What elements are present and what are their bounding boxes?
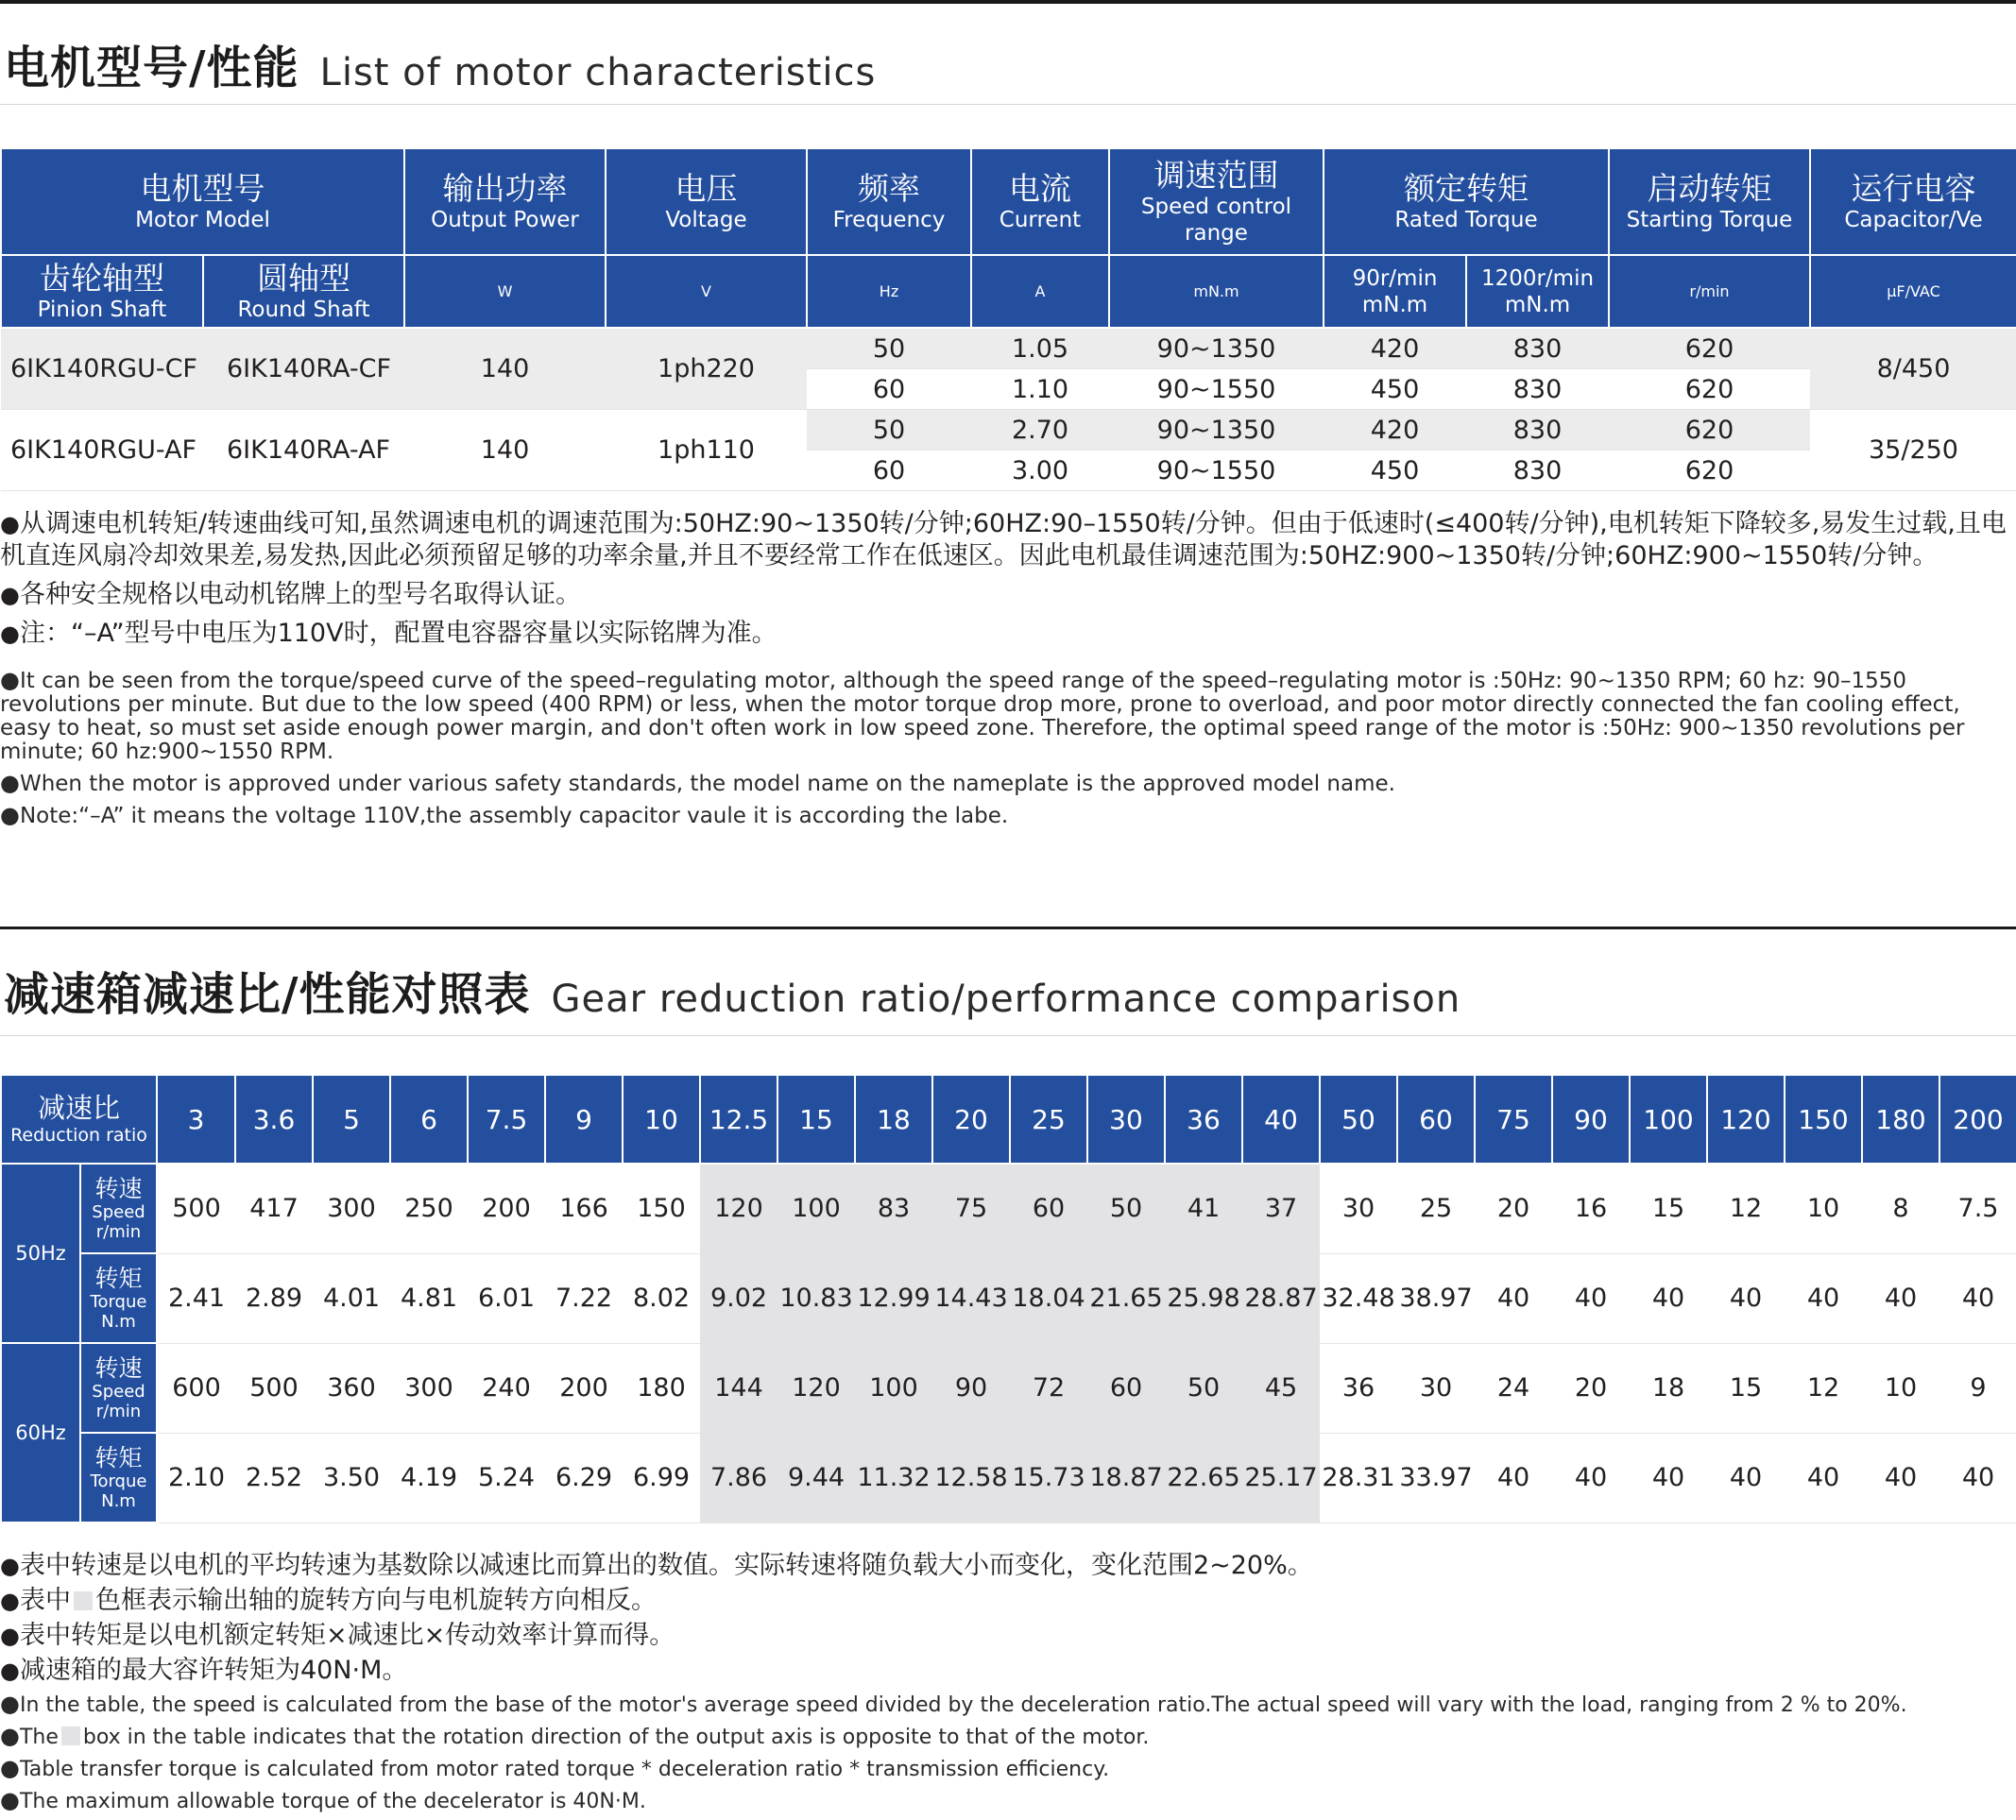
speed-cell: 72 [1010,1343,1087,1433]
note-text: 表中 [19,1586,71,1615]
cell-rated1200: 830 [1466,328,1609,369]
unit-line: 1200r/min [1480,265,1595,291]
ratio-header-cell: 9 [545,1075,623,1164]
torque-cell: 40 [1475,1433,1552,1522]
speed-cell: 15 [1707,1343,1785,1433]
bullet: ● [0,1658,20,1684]
torque-cell: 2.52 [235,1433,313,1522]
speed-cell: 20 [1475,1164,1552,1253]
torque-cell: 22.65 [1165,1433,1242,1522]
header-en: Pinion Shaft [37,297,167,322]
speed-cell: 200 [468,1164,545,1253]
torque-cell: 18.04 [1010,1253,1087,1343]
torque-cell: 12.99 [855,1253,932,1343]
speed-cell: 12 [1707,1164,1785,1253]
torque-cell: 2.10 [157,1433,235,1522]
ratio-header-cell: 40 [1242,1075,1320,1164]
header-speed-range [1109,148,1324,255]
note-text: It can be seen from the torque/speed curve of the speed–regulating motor, although the speed range of the speed–regulating motor is :50Hz: 90~1350 RPM; 60 hz: 90–1550 revolutions per minute. But due to the low speed (400 RPM) or less, when the motor torque drop more, prone to overload, and poor motor directly connected the fan cooling effect, easy to heat, so must set aside enough power margin, and don't often work in low speed zone. Therefore, the optimal speed range of the motor is :50Hz: 900~1350 revolutions per minute; 60 hz:900~1550 RPM. [0,669,1965,764]
cell-voltage: 1ph110 [606,410,807,491]
label-cn: 转矩 [94,1264,143,1292]
torque-cell: 40 [1475,1253,1552,1343]
ratio-header-cell: 25 [1010,1075,1087,1164]
header-cn: 频率 [858,169,920,207]
header-output-power [404,148,606,255]
label-en: Torque [90,1471,147,1491]
ratio-header-cell: 200 [1939,1075,2016,1164]
bullet: ● [0,770,20,796]
bullet: ● [0,621,20,647]
ratio-header-cell: 75 [1475,1075,1552,1164]
section-title-motor [4,21,876,96]
speed-cell: 180 [623,1343,700,1433]
header-cn: 圆轴型 [257,259,350,297]
unit-capacitor: μF/VAC [1810,255,2016,328]
torque-cell: 5.24 [468,1433,545,1522]
torque-cell: 9.02 [700,1253,777,1343]
torque-label [80,1253,157,1343]
cell-pinion: 6IK140RGU-CF [1,328,203,410]
motor-characteristics-table [0,147,2016,491]
cell-current: 2.70 [971,410,1109,451]
bullet: ● [0,1755,20,1781]
ratio-header-cell: 60 [1397,1075,1475,1164]
header-motor-model [1,148,404,255]
speed-cell: 100 [777,1164,855,1253]
label-cn: 转速 [94,1174,143,1202]
speed-cell: 120 [777,1343,855,1433]
label-en: Torque [90,1291,147,1312]
speed-cell: 9 [1939,1343,2016,1433]
cell-freq: 50 [807,410,971,451]
table-row [1,1343,2016,1433]
ratio-header-cell: 150 [1785,1075,1862,1164]
gear-ratio-table [0,1074,2016,1523]
speed-cell: 41 [1165,1164,1242,1253]
section-title-en: List of motor characteristics [319,51,877,94]
speed-cell: 8 [1862,1164,1939,1253]
ratio-header-cell: 12.5 [700,1075,777,1164]
speed-cell: 25 [1397,1164,1475,1253]
bullet: ● [0,1623,20,1649]
speed-cell: 417 [235,1164,313,1253]
speed-cell: 30 [1320,1164,1397,1253]
header-en: Output Power [431,207,579,232]
ratio-header-row [1,1075,2016,1164]
cell-rated90: 450 [1324,369,1466,410]
torque-cell: 4.81 [390,1253,468,1343]
header-cn: 启动转矩 [1647,169,1772,207]
torque-cell: 14.43 [932,1253,1010,1343]
cell-round: 6IK140RA-AF [203,410,404,491]
header-cn: 额定转矩 [1404,169,1529,207]
cell-rated1200: 830 [1466,451,1609,491]
torque-label [80,1433,157,1522]
cell-capacitor: 8/450 [1810,328,2016,410]
speed-cell: 100 [855,1343,932,1433]
header-en: Motor Model [135,207,270,232]
label-en: Speed [92,1201,145,1222]
cell-starting: 620 [1609,328,1810,369]
speed-cell: 16 [1552,1164,1630,1253]
note-text: When the motor is approved under various safety standards, the model name on the nameplate is the approved model name. [19,772,1395,796]
note-cn [0,1550,2012,1582]
cell-freq: 60 [807,451,971,491]
header-current [971,148,1109,255]
torque-cell: 7.86 [700,1433,777,1522]
ratio-header-cell: 90 [1552,1075,1630,1164]
speed-cell: 500 [157,1164,235,1253]
torque-cell: 4.01 [313,1253,390,1343]
shade-swatch-icon [74,1591,93,1610]
speed-cell: 10 [1785,1164,1862,1253]
section-title-gear [4,947,1461,1023]
ratio-header-cell: 10 [623,1075,700,1164]
header-cn: 电流 [1009,169,1071,207]
bullet: ● [0,511,20,537]
unit-line: mN.m [1361,292,1428,317]
header-round-shaft [203,255,404,328]
note-en [0,772,2012,796]
speed-cell: 60 [1087,1343,1165,1433]
unit-speed: mN.m [1109,255,1324,328]
label-cn: 转矩 [94,1443,143,1471]
torque-cell: 28.87 [1242,1253,1320,1343]
speed-cell: 300 [390,1343,468,1433]
header-en: Round Shaft [237,297,370,322]
header-starting-torque [1609,148,1810,255]
torque-cell: 4.19 [390,1433,468,1522]
speed-cell: 24 [1475,1343,1552,1433]
torque-cell: 7.22 [545,1253,623,1343]
note-text: 色框表示输出轴的旋转方向与电机旋转方向相反。 [94,1586,657,1615]
speed-cell: 12 [1785,1343,1862,1433]
cell-speed: 90~1550 [1109,451,1324,491]
ratio-header-cell: 3.6 [235,1075,313,1164]
speed-cell: 18 [1630,1343,1707,1433]
torque-cell: 9.44 [777,1433,855,1522]
header-cn: 减速比 [37,1092,120,1124]
cell-voltage: 1ph220 [606,328,807,410]
shade-swatch-icon [61,1726,80,1745]
torque-cell: 3.50 [313,1433,390,1522]
speed-label [80,1164,157,1253]
speed-cell: 90 [932,1343,1010,1433]
cell-freq: 50 [807,328,971,369]
speed-cell: 300 [313,1164,390,1253]
freq-label: 60Hz [1,1343,80,1522]
note-text: 各种安全规格以电动机铭牌上的型号名取得认证。 [19,580,581,609]
label-unit: N.m [101,1311,136,1332]
header-cn: 运行电容 [1851,169,1976,207]
label-unit: r/min [95,1401,142,1421]
torque-cell: 40 [1552,1433,1630,1522]
unit-line: mN.m [1504,292,1571,317]
speed-cell: 360 [313,1343,390,1433]
cell-rated90: 420 [1324,328,1466,369]
note-en [0,1757,2012,1781]
table-row [1,1433,2016,1522]
section-title-cn: 减速箱减速比/性能对照表 [4,968,531,1021]
speed-label [80,1343,157,1433]
header-en: Rated Torque [1394,207,1538,232]
ratio-header-cell: 30 [1087,1075,1165,1164]
speed-cell: 60 [1010,1164,1087,1253]
header-cn: 电机型号 [140,169,265,207]
note-text: 注：“–A”型号中电压为110V时，配置电容器容量以实际铭牌为准。 [19,619,777,648]
unit-frequency: Hz [807,255,971,328]
header-en: Reduction ratio [10,1125,147,1146]
torque-cell: 40 [1630,1253,1707,1343]
ratio-header-cell: 7.5 [468,1075,545,1164]
unit-voltage: V [606,255,807,328]
section-divider [0,104,2016,105]
cell-capacitor: 35/250 [1810,410,2016,491]
speed-cell: 30 [1397,1343,1475,1433]
note-text: 表中转矩是以电机额定转矩×减速比×传动效率计算而得。 [19,1621,675,1650]
header-reduction-ratio [1,1075,157,1164]
speed-cell: 250 [390,1164,468,1253]
speed-cell: 15 [1630,1164,1707,1253]
cell-rated90: 420 [1324,410,1466,451]
table-row [1,328,2016,369]
header-cn: 电压 [675,169,738,207]
note-cn [0,1585,2012,1617]
torque-cell: 40 [1785,1253,1862,1343]
table-row [1,1253,2016,1343]
note-text: Note:“–A” it means the voltage 110V,the assembly capacitor vaule it is according the labe. [19,804,1009,828]
note-cn [0,508,2012,572]
notes-gear [0,1550,2012,1813]
torque-cell: 40 [1785,1433,1862,1522]
ratio-header-cell: 5 [313,1075,390,1164]
note-cn [0,1620,2012,1652]
header-cn: 齿轮轴型 [40,259,164,297]
speed-cell: 50 [1087,1164,1165,1253]
torque-cell: 15.73 [1010,1433,1087,1522]
unit-starting: r/min [1609,255,1810,328]
cell-pinion: 6IK140RGU-AF [1,410,203,491]
note-text: The maximum allowable torque of the decelerator is 40N·M. [19,1790,646,1813]
cell-current: 3.00 [971,451,1109,491]
torque-cell: 8.02 [623,1253,700,1343]
note-en [0,669,2012,764]
torque-cell: 40 [1939,1253,2016,1343]
torque-cell: 6.99 [623,1433,700,1522]
ratio-header-cell: 180 [1862,1075,1939,1164]
header-pinion-shaft [1,255,203,328]
bullet: ● [0,1787,20,1813]
header-en: Voltage [665,207,747,232]
unit-rated-1200 [1466,255,1609,328]
section-separator [0,927,2016,929]
note-text: box in the table indicates that the rotation direction of the output axis is opposite to that of the motor. [82,1726,1150,1749]
header-voltage [606,148,807,255]
header-rated-torque [1324,148,1609,255]
section-divider [0,1035,2016,1036]
speed-cell: 10 [1862,1343,1939,1433]
ratio-header-cell: 36 [1165,1075,1242,1164]
cell-starting: 620 [1609,451,1810,491]
cell-speed: 90~1350 [1109,410,1324,451]
torque-cell: 25.98 [1165,1253,1242,1343]
torque-cell: 40 [1552,1253,1630,1343]
torque-cell: 40 [1862,1433,1939,1522]
cell-rated90: 450 [1324,451,1466,491]
note-text: 表中转速是以电机的平均转速为基数除以减速比而算出的数值。实际转速将随负载大小而变化，变化范围2~20%。 [19,1551,1313,1580]
cell-current: 1.10 [971,369,1109,410]
torque-cell: 28.31 [1320,1433,1397,1522]
speed-cell: 166 [545,1164,623,1253]
ratio-header-cell: 100 [1630,1075,1707,1164]
torque-cell: 12.58 [932,1433,1010,1522]
torque-cell: 21.65 [1087,1253,1165,1343]
speed-cell: 83 [855,1164,932,1253]
note-cn [0,579,2012,611]
unit-line: 90r/min [1352,265,1438,291]
section-title-cn: 电机型号/性能 [4,42,299,94]
torque-cell: 32.48 [1320,1253,1397,1343]
torque-cell: 6.01 [468,1253,545,1343]
ratio-header-cell: 20 [932,1075,1010,1164]
note-text: 从调速电机转矩/转速曲线可知,虽然调速电机的调速范围为:50HZ:90~1350转/分钟;60HZ:90–1550转/分钟。但由于低速时(≤400转/分钟),电机转矩下降较多,易发生过载,且电机直连风扇冷却效果差,易发热,因此必须预留足够的功率余量,并且不要经常工作在低速区。因此电机最佳调速范围为:50HZ:900~1350转/分钟;60HZ:900~1550转/分钟。 [0,509,2007,570]
cell-round: 6IK140RA-CF [203,328,404,410]
header-en: Current [999,207,1082,232]
bullet: ● [0,802,20,828]
header-cn: 调速范围 [1153,156,1279,194]
note-cn [0,618,2012,650]
torque-cell: 40 [1862,1253,1939,1343]
torque-cell: 6.29 [545,1433,623,1522]
speed-cell: 75 [932,1164,1010,1253]
ratio-header-cell: 6 [390,1075,468,1164]
torque-cell: 2.89 [235,1253,313,1343]
cell-current: 1.05 [971,328,1109,369]
ratio-header-cell: 15 [777,1075,855,1164]
cell-speed: 90~1350 [1109,328,1324,369]
torque-cell: 40 [1630,1433,1707,1522]
speed-cell: 150 [623,1164,700,1253]
speed-cell: 20 [1552,1343,1630,1433]
cell-starting: 620 [1609,369,1810,410]
torque-cell: 40 [1707,1433,1785,1522]
section-title-en: Gear reduction ratio/performance comparison [551,978,1461,1021]
ratio-header-cell: 18 [855,1075,932,1164]
label-unit: N.m [101,1490,136,1511]
cell-rated1200: 830 [1466,410,1609,451]
speed-cell: 50 [1165,1343,1242,1433]
bullet: ● [0,582,20,608]
speed-cell: 120 [700,1164,777,1253]
unit-power: W [404,255,606,328]
speed-cell: 500 [235,1343,313,1433]
torque-cell: 25.17 [1242,1433,1320,1522]
freq-label: 50Hz [1,1164,80,1343]
speed-cell: 144 [700,1343,777,1433]
cell-freq: 60 [807,369,971,410]
header-en: Speed control range [1140,194,1292,246]
cell-rated1200: 830 [1466,369,1609,410]
torque-cell: 11.32 [855,1433,932,1522]
header-frequency [807,148,971,255]
unit-current: A [971,255,1109,328]
cell-starting: 620 [1609,410,1810,451]
header-en: Frequency [832,207,946,232]
cell-power: 140 [404,410,606,491]
ratio-header-cell: 120 [1707,1075,1785,1164]
speed-cell: 45 [1242,1343,1320,1433]
ratio-header-cell: 3 [157,1075,235,1164]
bullet: ● [0,1553,20,1579]
speed-cell: 7.5 [1939,1164,2016,1253]
label-unit: r/min [95,1221,142,1242]
speed-cell: 200 [545,1343,623,1433]
note-en [0,1725,2012,1749]
notes-motor [0,508,2012,828]
torque-cell: 10.83 [777,1253,855,1343]
bullet: ● [0,667,20,693]
bullet: ● [0,1691,20,1717]
note-cn [0,1655,2012,1687]
speed-cell: 600 [157,1343,235,1433]
top-rule [0,0,2016,4]
table-row [1,410,2016,451]
torque-cell: 38.97 [1397,1253,1475,1343]
table-row [1,1164,2016,1253]
note-en [0,804,2012,828]
note-text: The [19,1726,59,1749]
header-cn: 输出功率 [442,169,568,207]
bullet: ● [0,1723,20,1749]
cell-power: 140 [404,328,606,410]
ratio-header-cell: 50 [1320,1075,1397,1164]
speed-cell: 36 [1320,1343,1397,1433]
unit-rated-90 [1324,255,1466,328]
header-en: Starting Torque [1626,207,1793,232]
note-text: 减速箱的最大容许转矩为40N·M。 [19,1656,408,1685]
cell-speed: 90~1550 [1109,369,1324,410]
torque-cell: 18.87 [1087,1433,1165,1522]
torque-cell: 33.97 [1397,1433,1475,1522]
header-en: Capacitor/Ve [1844,207,1983,232]
note-en [0,1789,2012,1813]
header-capacitor [1810,148,2016,255]
speed-cell: 37 [1242,1164,1320,1253]
speed-cell: 240 [468,1343,545,1433]
label-cn: 转速 [94,1353,143,1382]
torque-cell: 2.41 [157,1253,235,1343]
note-en [0,1692,2012,1717]
label-en: Speed [92,1381,145,1402]
torque-cell: 40 [1939,1433,2016,1522]
note-text: Table transfer torque is calculated from motor rated torque * deceleration ratio * transmission efficiency. [19,1758,1110,1781]
bullet: ● [0,1588,20,1614]
torque-cell: 40 [1707,1253,1785,1343]
note-text: In the table, the speed is calculated from the base of the motor's average speed divided by the deceleration ratio.The actual speed will vary with the load, ranging from 2 % to 20%. [19,1693,1907,1717]
